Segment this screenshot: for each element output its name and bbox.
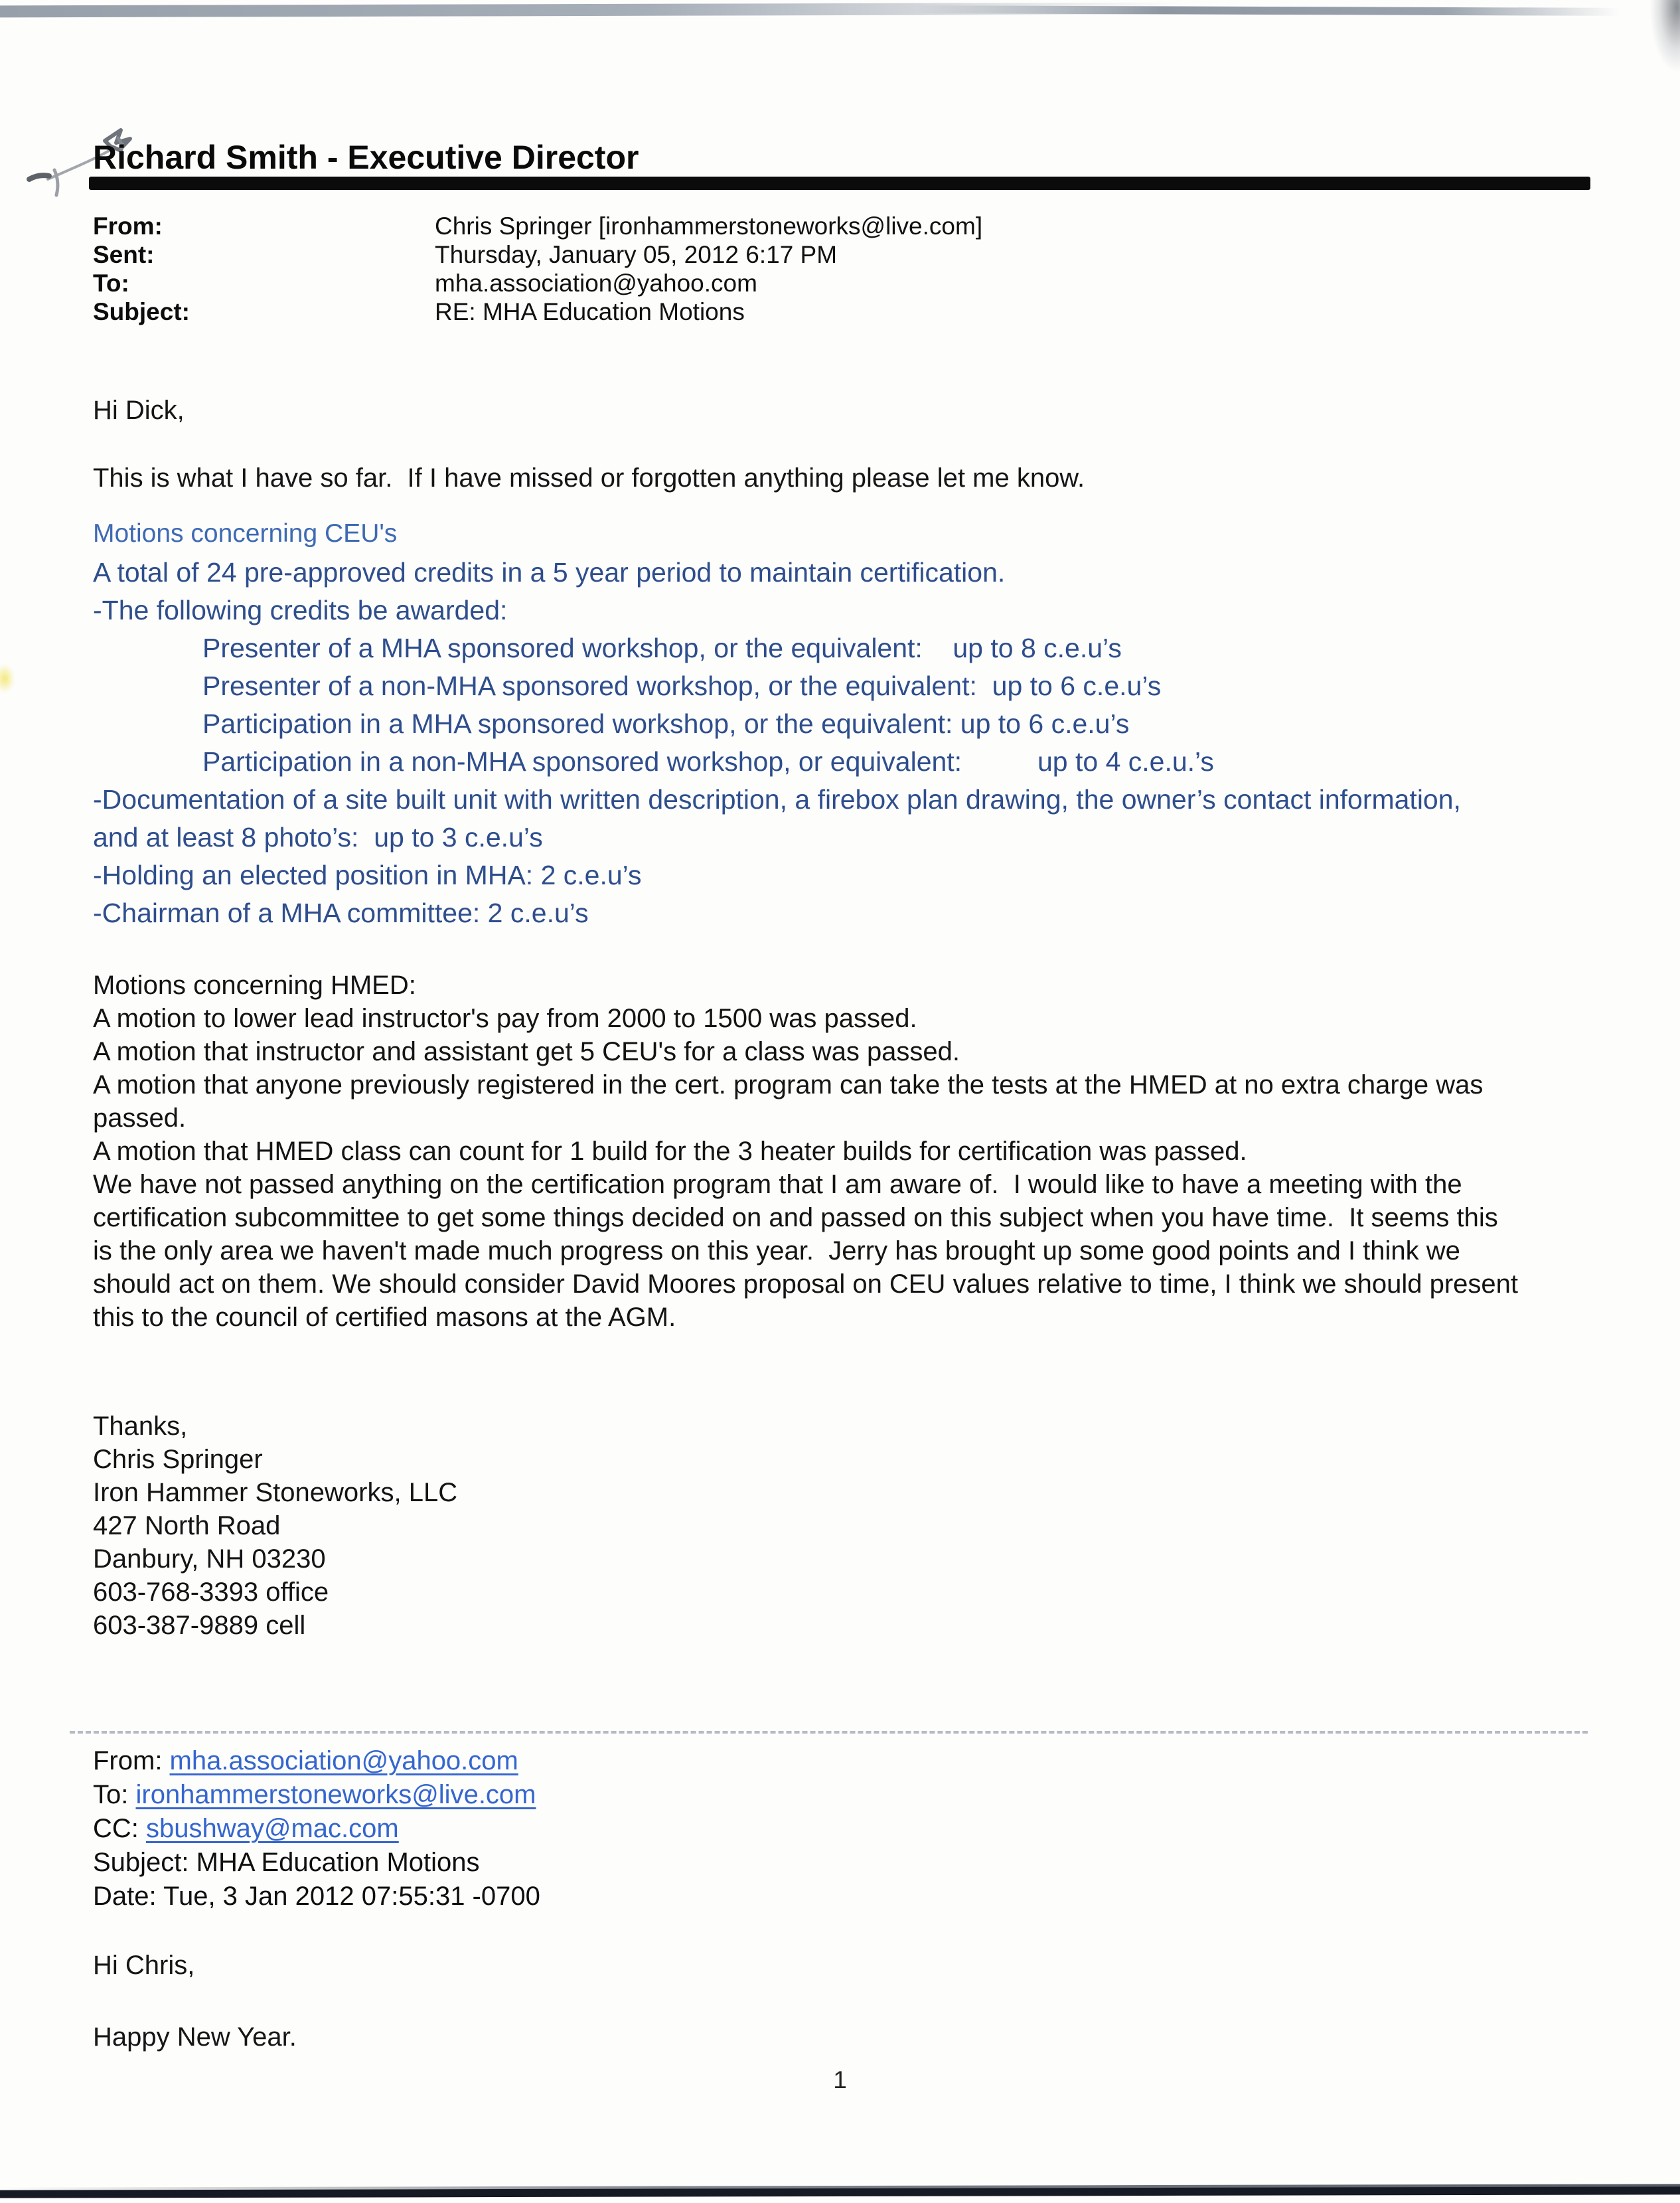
to-label: To: xyxy=(93,270,129,297)
sent-value: Thursday, January 05, 2012 6:17 PM xyxy=(435,241,838,268)
hmed-line: passed. xyxy=(93,1103,187,1133)
email-header xyxy=(93,212,1420,327)
quoted-greeting: Hi Chris, xyxy=(93,1951,195,1980)
header-row-to xyxy=(93,270,1420,298)
quoted-to-link[interactable]: ironhammerstoneworks@live.com xyxy=(135,1780,536,1809)
ceu-motions-section xyxy=(93,519,1659,936)
page-title: Richard Smith - Executive Director xyxy=(93,139,639,176)
from-label: From: xyxy=(93,212,163,240)
quoted-cc-label: CC: xyxy=(93,1814,146,1843)
quoted-subject-label: Subject: xyxy=(93,1848,196,1877)
title-rule xyxy=(89,177,1590,190)
subject-value: RE: MHA Education Motions xyxy=(435,298,745,325)
signature-city: Danbury, NH 03230 xyxy=(93,1544,326,1574)
signature-street: 427 North Road xyxy=(93,1511,281,1540)
hmed-line: certification subcommittee to get some things decided on and passed on this subject when you have time. It seems this xyxy=(93,1203,1498,1232)
signature-name: Chris Springer xyxy=(93,1445,263,1474)
signoff: Thanks, xyxy=(93,1412,188,1441)
ceu-line: A total of 24 pre-approved credits in a 5 year period to maintain certification. xyxy=(93,557,1006,588)
hmed-line: A motion that HMED class can count for 1 build for the 3 heater builds for certification was passed. xyxy=(93,1137,1247,1166)
ceu-line: -The following credits be awarded: xyxy=(93,595,508,625)
ceu-line: -Holding an elected position in MHA: 2 c.e.u’s xyxy=(93,860,642,890)
header-row-subject xyxy=(93,298,1420,327)
hmed-motions-section xyxy=(93,971,1640,1336)
hmed-line: is the only area we haven't made much progress on this year. Jerry has brought up some good points and I think we xyxy=(93,1236,1460,1265)
hmed-line: A motion that instructor and assistant get 5 CEU's for a class was passed. xyxy=(93,1037,960,1066)
quoted-row-cc xyxy=(93,1814,540,1848)
page-number: 1 xyxy=(833,2066,847,2093)
quoted-to-label: To: xyxy=(93,1780,136,1809)
ceu-line: -Documentation of a site built unit with written description, a firebox plan drawing, the owner’s contact information, xyxy=(93,784,1461,815)
quoted-date-label: Date: xyxy=(93,1882,163,1911)
ceu-credit-item: Presenter of a non-MHA sponsored workshop, or the equivalent: up to 6 c.e.u’s xyxy=(202,671,1162,701)
quoted-row-from xyxy=(93,1746,540,1780)
signature-office-phone: 603-768-3393 office xyxy=(93,1578,329,1607)
quoted-row-to xyxy=(93,1780,540,1814)
hmed-line: A motion to lower lead instructor's pay from 2000 to 1500 was passed. xyxy=(93,1004,917,1033)
quoted-email-header xyxy=(93,1746,540,1916)
hmed-line: this to the council of certified masons at the AGM. xyxy=(93,1303,676,1332)
quoted-message-divider xyxy=(70,1731,1588,1734)
greeting: Hi Dick, xyxy=(93,396,185,425)
header-row-from xyxy=(93,212,1420,241)
from-value: Chris Springer [ironhammerstoneworks@live.com] xyxy=(435,212,983,240)
hmed-section-heading: Motions concerning HMED: xyxy=(93,971,416,1000)
quoted-row-subject xyxy=(93,1848,540,1882)
to-value: mha.association@yahoo.com xyxy=(435,270,757,297)
ceu-line: and at least 8 photo’s: up to 3 c.e.u’s xyxy=(93,822,543,853)
intro-line: This is what I have so far. If I have missed or forgotten anything please let me know. xyxy=(93,463,1085,493)
scan-artifact-corner-smudge xyxy=(1649,0,1680,73)
quoted-date-value: Tue, 3 Jan 2012 07:55:31 -0700 xyxy=(163,1882,540,1911)
signature-block xyxy=(93,1412,457,1644)
hmed-line: A motion that anyone previously registered in the cert. program can take the tests at the HMED at no extra charge was xyxy=(93,1070,1484,1100)
signature-cell-phone: 603-387-9889 cell xyxy=(93,1611,306,1640)
signature-company: Iron Hammer Stoneworks, LLC xyxy=(93,1478,458,1507)
ceu-credit-item: Participation in a non-MHA sponsored workshop, or equivalent: up to 4 c.e.u.’s xyxy=(202,746,1214,777)
ceu-credit-item: Presenter of a MHA sponsored workshop, or the equivalent: up to 8 c.e.u’s xyxy=(202,633,1122,663)
quoted-cc-link[interactable]: sbushway@mac.com xyxy=(146,1814,399,1843)
quoted-body-line: Happy New Year. xyxy=(93,2022,297,2052)
ceu-section-heading: Motions concerning CEU's xyxy=(93,519,398,548)
quoted-subject-value: MHA Education Motions xyxy=(196,1848,480,1877)
quoted-from-link[interactable]: mha.association@yahoo.com xyxy=(169,1746,518,1775)
hmed-line: should act on them. We should consider David Moores proposal on CEU values relative to time, I think we should present xyxy=(93,1269,1519,1299)
sent-label: Sent: xyxy=(93,241,155,268)
ceu-line: -Chairman of a MHA committee: 2 c.e.u’s xyxy=(93,898,589,928)
header-row-sent xyxy=(93,241,1420,270)
subject-label: Subject: xyxy=(93,298,190,325)
quoted-from-label: From: xyxy=(93,1746,170,1775)
hmed-line: We have not passed anything on the certification program that I am aware of. I would like to have a meeting with the xyxy=(93,1170,1462,1199)
scan-artifact-yellow-smudge xyxy=(0,664,15,693)
quoted-row-date xyxy=(93,1882,540,1916)
ceu-credit-item: Participation in a MHA sponsored workshop, or the equivalent: up to 6 c.e.u’s xyxy=(202,708,1130,739)
